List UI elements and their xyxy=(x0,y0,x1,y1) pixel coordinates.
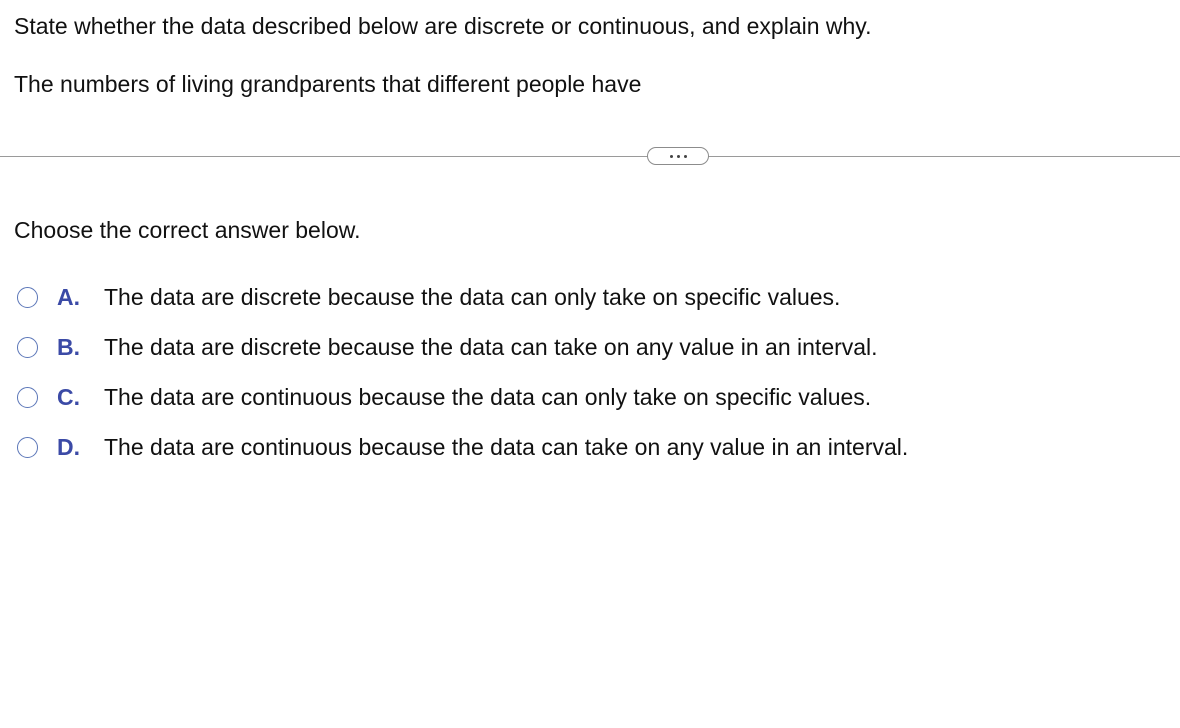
ellipsis-icon-dot xyxy=(670,155,673,158)
answer-instruction: Choose the correct answer below. xyxy=(14,217,361,243)
more-button[interactable] xyxy=(647,147,709,165)
option-letter: A. xyxy=(57,283,80,310)
option-a[interactable] xyxy=(17,280,908,314)
option-text: The data are continuous because the data can only take on specific values. xyxy=(104,383,872,410)
option-b[interactable] xyxy=(17,330,908,364)
option-text: The data are continuous because the data can take on any value in an interval. xyxy=(104,433,909,460)
ellipsis-icon-dot xyxy=(677,155,680,158)
section-divider xyxy=(0,156,1180,157)
question-prompt: State whether the data described below are discrete or continuous, and explain why. xyxy=(14,13,872,39)
option-text: The data are discrete because the data can take on any value in an interval. xyxy=(104,333,878,360)
option-letter: D. xyxy=(57,433,80,460)
radio-button-icon[interactable] xyxy=(17,387,38,408)
option-text: The data are discrete because the data can only take on specific values. xyxy=(104,283,841,310)
radio-button-icon[interactable] xyxy=(17,337,38,358)
radio-button-icon[interactable] xyxy=(17,287,38,308)
option-c[interactable] xyxy=(17,380,908,414)
data-description: The numbers of living grandparents that different people have xyxy=(14,71,642,97)
option-d[interactable] xyxy=(17,430,908,464)
ellipsis-icon-dot xyxy=(684,155,687,158)
option-letter: B. xyxy=(57,333,80,360)
radio-button-icon[interactable] xyxy=(17,437,38,458)
option-letter: C. xyxy=(57,383,80,410)
answer-options xyxy=(17,280,908,480)
